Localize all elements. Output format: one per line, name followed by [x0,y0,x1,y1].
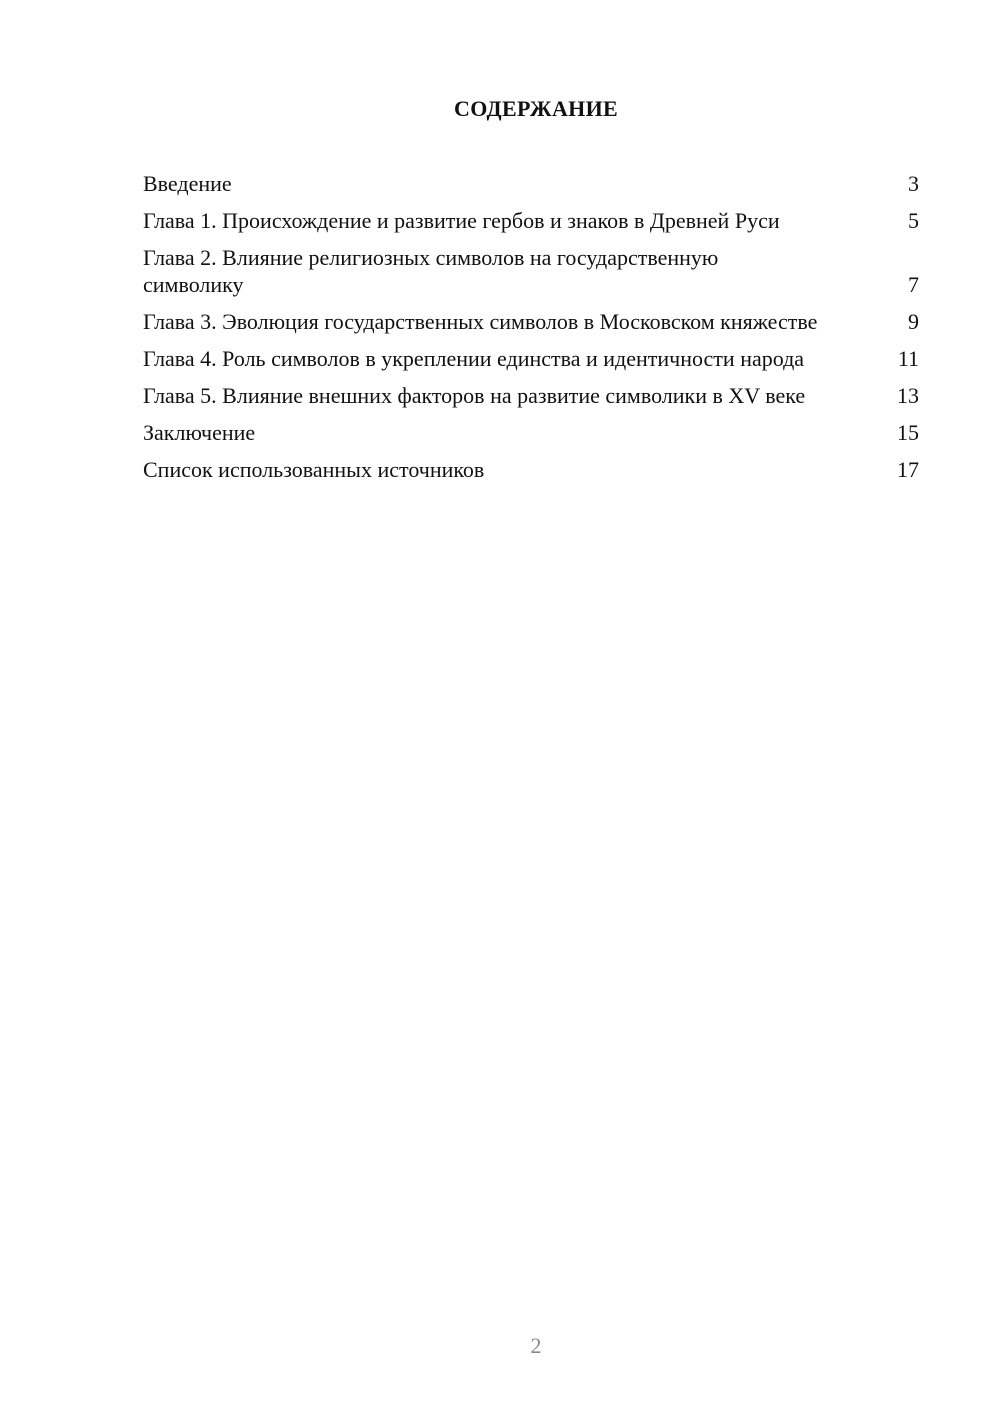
page-number: 2 [530,1333,542,1358]
toc-entry-chapter-5 [143,382,919,409]
toc-entry-page: 7 [908,272,919,297]
toc-entry-title: Введение [143,171,232,196]
toc-entry-title: Глава 4. Роль символов в укреплении единства и идентичности народа [143,346,805,371]
toc-entry-chapter-4 [143,345,919,372]
toc-entry-page: 15 [897,420,919,445]
toc-entry-page: 3 [908,171,919,196]
toc-entry-page: 13 [897,383,919,408]
table-of-contents [143,170,919,493]
toc-entry-chapter-1 [143,207,919,234]
toc-entry-introduction [143,170,919,197]
toc-entry-chapter-3 [143,308,919,335]
toc-entry-title: Заключение [143,420,256,445]
toc-entry-page: 11 [897,346,919,371]
toc-entry-title: Глава 1. Происхождение и развитие гербов и знаков в Древней Руси [143,208,780,233]
toc-entry-title: Глава 2. Влияние религиозных символов на государственную символику [143,245,719,297]
toc-entry-page: 5 [908,208,919,233]
toc-entry-title: Список использованных источников [143,457,485,482]
toc-entry-chapter-2 [143,244,919,298]
page-title: СОДЕРЖАНИЕ [454,96,618,121]
toc-entry-references [143,456,919,483]
toc-entry-page: 9 [908,309,919,334]
toc-entry-conclusion [143,419,919,446]
toc-entry-title: Глава 3. Эволюция государственных символов в Московском княжестве [143,309,818,334]
toc-entry-page: 17 [897,457,919,482]
toc-entry-title: Глава 5. Влияние внешних факторов на развитие символики в XV веке [143,383,806,408]
